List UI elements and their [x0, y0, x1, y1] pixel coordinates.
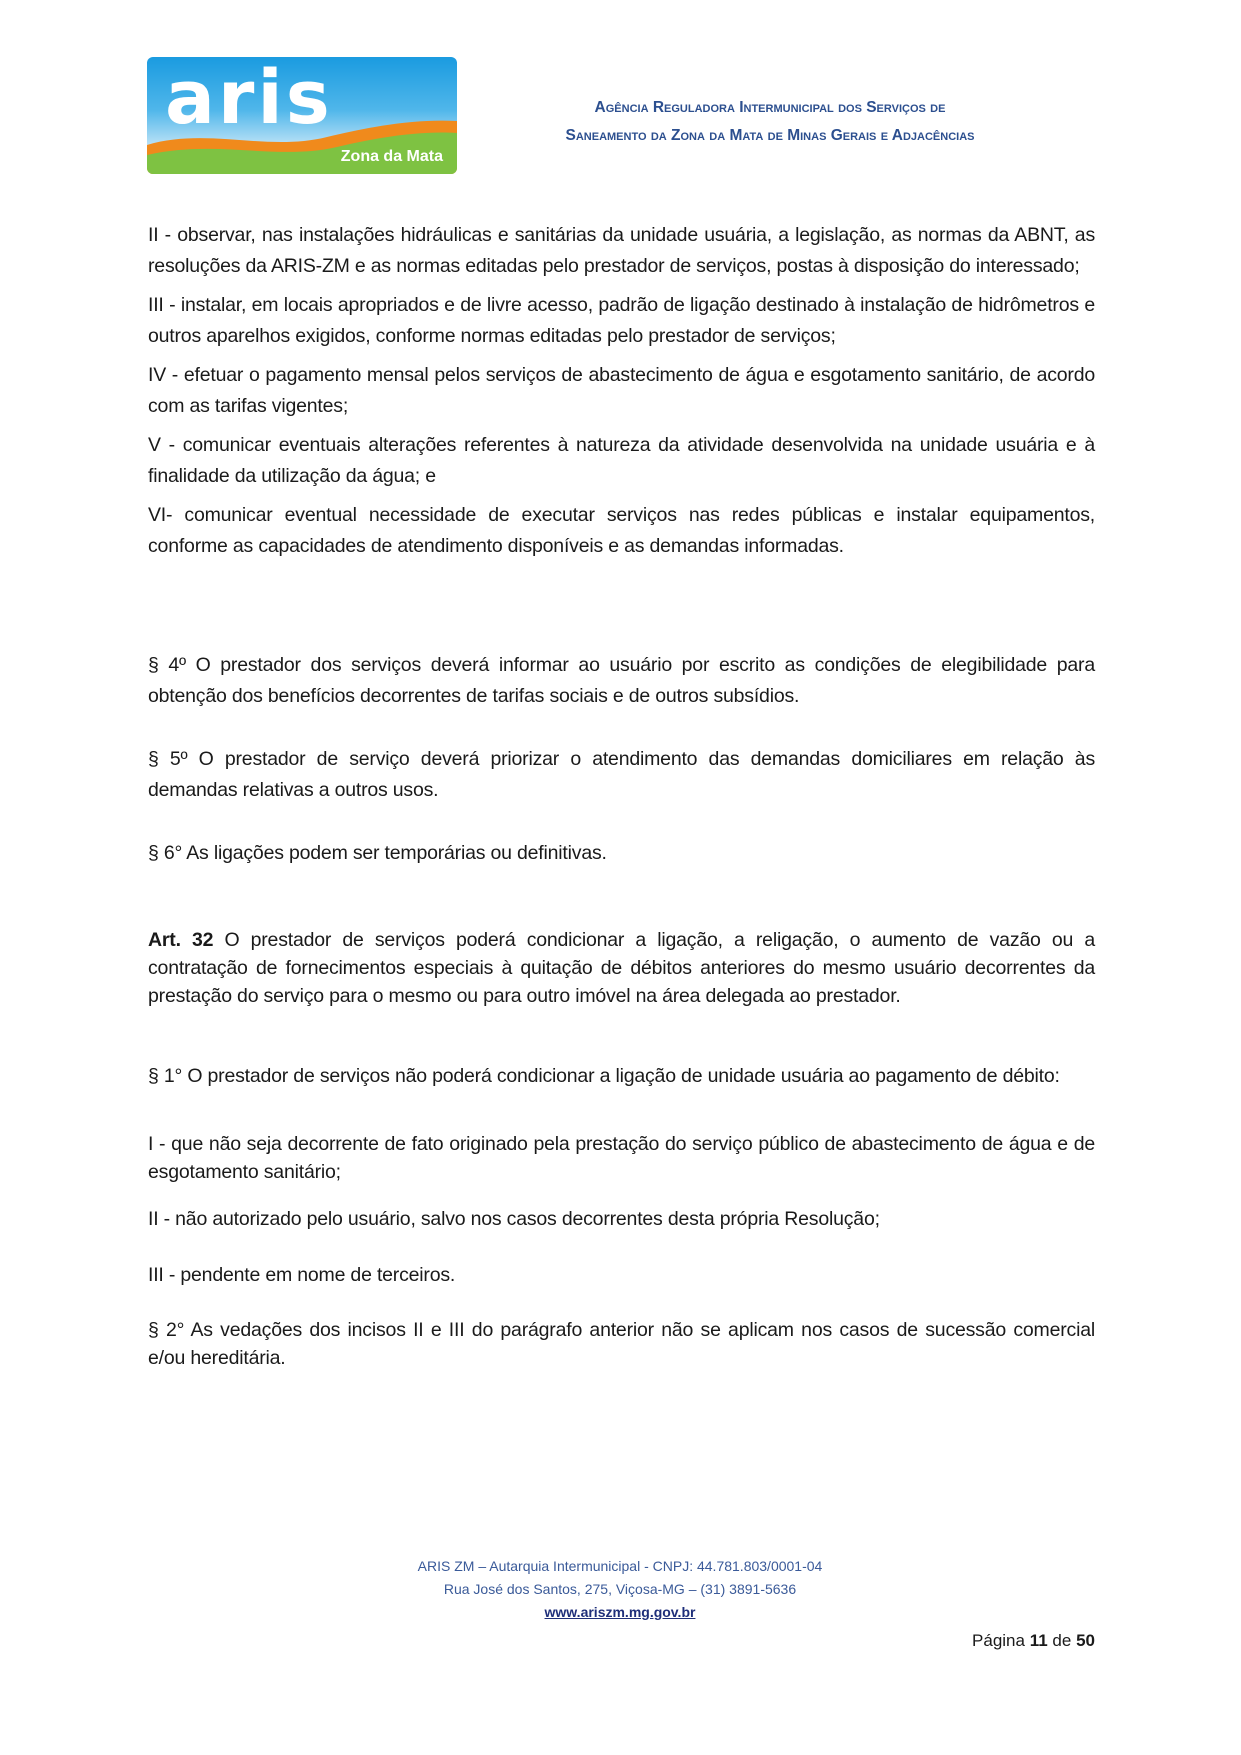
article-32-item-iii: III - pendente em nome de terceiros. — [148, 1264, 456, 1286]
logo-wordmark: aris — [165, 57, 333, 141]
article-32-paragraph-2: § 2° As vedações dos incisos II e III do parágrafo anterior não se aplicam nos casos de sucessão comercial e/ou hereditária. — [148, 1319, 1095, 1369]
footer-cnpj: ARIS ZM – Autarquia Intermunicipal - CNPJ: 44.781.803/0001-04 — [417, 1558, 823, 1574]
agency-line-1: Agência Reguladora Intermunicipal dos Serviços de — [594, 99, 946, 116]
item-v: V - comunicar eventuais alterações referentes à natureza da atividade desenvolvida na unidade usuária e à finalidade da utilização da água; e — [148, 434, 1095, 487]
item-ii: II - observar, nas instalações hidráulicas e sanitárias da unidade usuária, a legislação, as normas da ABNT, as resoluções da ARIS-ZM e as normas editadas pelo prestador de serviços, postas à disposição do interessado; — [148, 224, 1095, 277]
page-number — [972, 1631, 1095, 1651]
aris-logo — [147, 57, 457, 174]
page-total: 50 — [1076, 1631, 1095, 1650]
article-32-item-i: I - que não seja decorrente de fato originado pela prestação do serviço público de abastecimento de água e de esgotamento sanitário; — [148, 1133, 1095, 1183]
item-iii: III - instalar, em locais apropriados e de livre acesso, padrão de ligação destinado à instalação de hidrômetros e outros aparelhos exigidos, conforme normas editadas pelo prestador de serviços; — [148, 294, 1095, 347]
article-32-paragraph-1: § 1° O prestador de serviços não poderá condicionar a ligação de unidade usuária ao pagamento de débito: — [148, 1065, 1060, 1087]
page-current: 11 — [1029, 1631, 1048, 1650]
article-32 — [148, 926, 1095, 1010]
paragraph-6: § 6° As ligações podem ser temporárias ou definitivas. — [148, 842, 607, 864]
item-iv: IV - efetuar o pagamento mensal pelos serviços de abastecimento de água e esgotamento sanitário, de acordo com as tarifas vigentes; — [148, 364, 1095, 417]
item-vi: VI- comunicar eventual necessidade de executar serviços nas redes públicas e instalar equipamentos, conforme as capacidades de atendimento disponíveis e as demandas informadas. — [148, 504, 1095, 557]
article-32-text: O prestador de serviços poderá condicionar a ligação, a religação, o aumento de vazão ou a contratação de fornecimentos especiais à quitação de débitos anteriores do mesmo usuário decorrentes da prestação do serviço para o mesmo ou para outro imóvel na área delegada ao prestador. — [148, 929, 1095, 1007]
paragraph-5: § 5º O prestador de serviço deverá priorizar o atendimento das demandas domiciliares em relação às demandas relativas a outros usos. — [148, 748, 1095, 801]
footer-address: Rua José dos Santos, 275, Viçosa-MG – (31) 3891-5636 — [443, 1581, 797, 1597]
page-label: Página — [972, 1631, 1025, 1650]
page-of: de — [1052, 1631, 1072, 1650]
paragraph-4: § 4º O prestador dos serviços deverá informar ao usuário por escrito as condições de elegibilidade para obtenção dos benefícios decorrentes de tarifas sociais e de outros subsídios. — [148, 654, 1095, 707]
article-32-label: Art. 32 — [148, 929, 214, 951]
logo-subtitle: Zona da Mata — [340, 148, 443, 165]
footer-website-link[interactable]: www.ariszm.mg.gov.br — [544, 1604, 696, 1620]
agency-line-2: Saneamento da Zona da Mata de Minas Gerais e Adjacências — [565, 127, 975, 144]
agency-heading — [500, 94, 1040, 150]
article-32-item-ii: II - não autorizado pelo usuário, salvo nos casos decorrentes desta própria Resolução; — [148, 1208, 880, 1230]
page-footer — [380, 1555, 860, 1624]
items-block — [148, 220, 1095, 562]
